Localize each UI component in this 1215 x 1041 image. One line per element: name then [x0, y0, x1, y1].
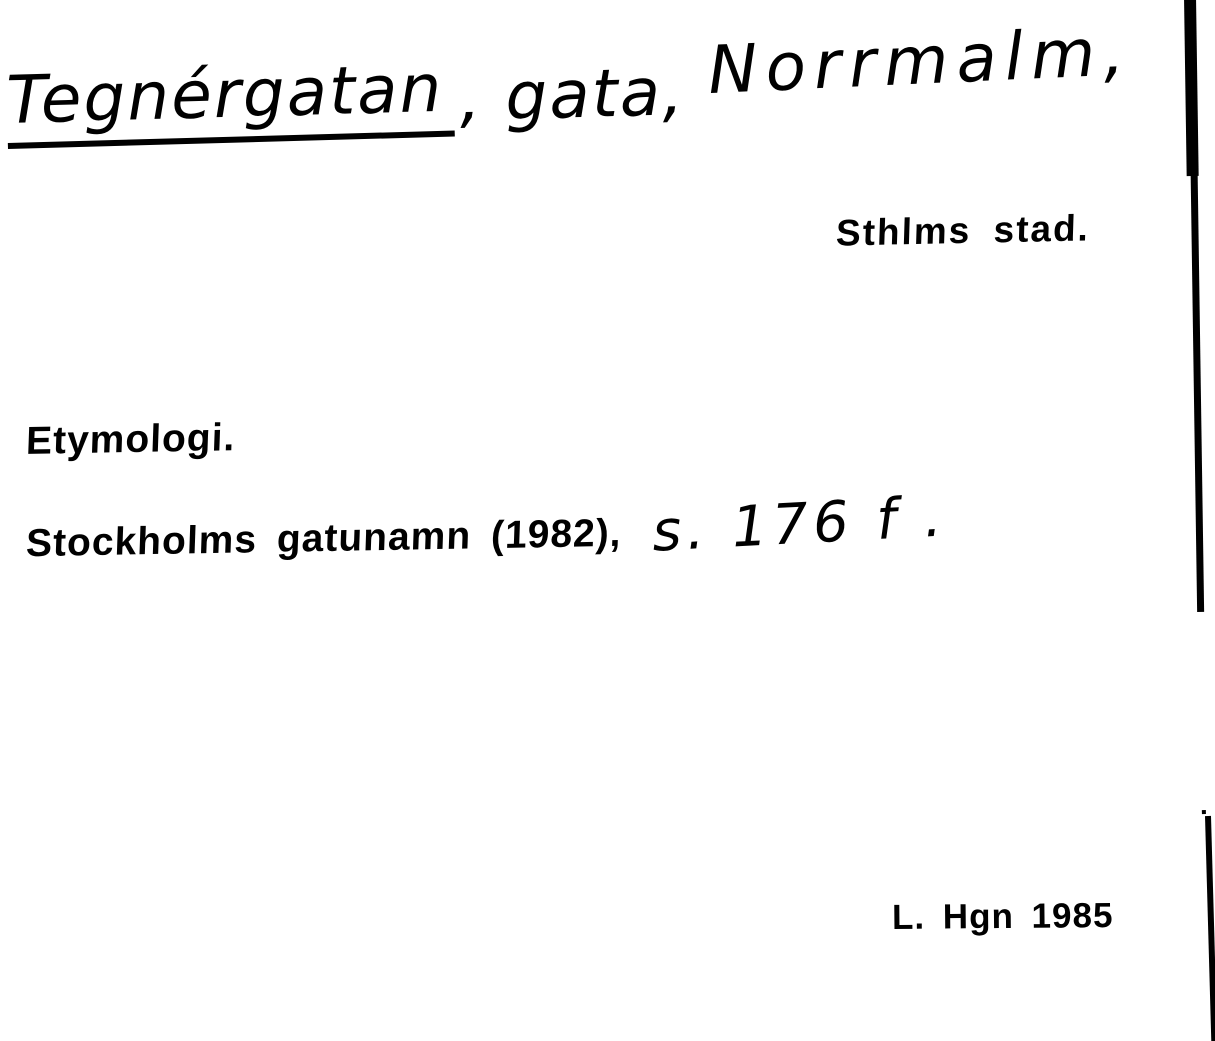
scan-edge-line-lower [1205, 816, 1215, 1041]
etymology-heading: Etymologi. [25, 416, 237, 463]
source-reference: Stockholms gatunamn (1982), [25, 511, 623, 566]
headword: Tegnérgatan [6, 50, 455, 149]
feature-type-text: , gata, [458, 53, 687, 137]
page-reference: s. 176 f . [650, 484, 948, 565]
source-line [25, 484, 948, 566]
signature: L. Hgn 1985 [891, 896, 1114, 937]
district-text: Norrmalm, [706, 12, 1135, 110]
headline [5, 12, 1135, 149]
region-label: Sthlms stad. [835, 207, 1091, 254]
scan-edge-line-upper [1188, 0, 1204, 612]
